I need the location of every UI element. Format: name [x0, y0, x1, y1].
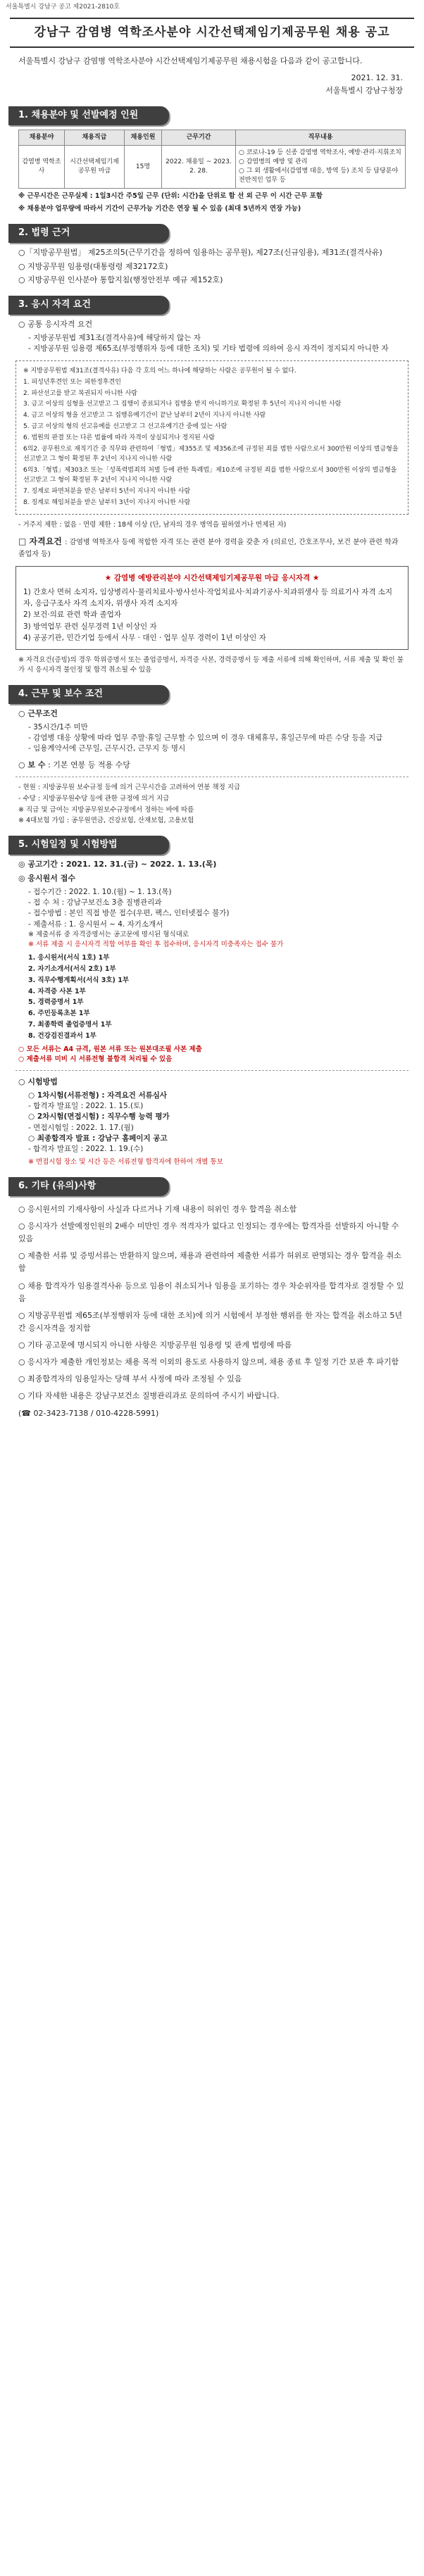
disqual-line: 6의2. 공무원으로 재직기간 중 직무와 관련하여「형법」제355조 및 제356조에 규정된 죄를 범한 사람으로서 300만원 이상의 벌금형을 선고받고 그 형이 확정된 후 2년이 지나지 아니한 사람 [23, 446, 399, 463]
cert-block [18, 536, 406, 560]
sched-item: - 합격자 발표일 : 2022. 1. 15.(토) [28, 1102, 144, 1111]
section-6 [8, 1177, 416, 1196]
cell-rank: 시간선택제임기제 공무원 마급 [65, 146, 125, 189]
recv-item: - 접수기간 : 2022. 1. 10.(월) ~ 1. 13.(목) [28, 887, 172, 896]
section-5 [8, 836, 416, 855]
disqual-line: 1. 피성년후견인 또는 피한정후견인 [23, 378, 121, 386]
doc-item: 3. 직무수행계획서(서식 3호) 1부 [28, 976, 129, 984]
misc-item: ○ 기타 공고문에 명시되지 아니한 사항은 지방공무원 임용령 및 관계 법령에 따름 [18, 1340, 292, 1350]
cell-field: 감염병 역학조사 [19, 146, 65, 189]
section-4-heading: 4. 근무 및 보수 조건 [8, 685, 169, 704]
section-3-heading: 3. 응시 자격 요건 [8, 296, 169, 315]
warn-line: ○ 제출서류 미비 시 서류전형 불합격 처리될 수 있음 [18, 1055, 173, 1064]
misc-item: ○ 기타 자세한 내용은 강남구보건소 질병관리과로 문의하여 주시기 바랍니다. [18, 1391, 280, 1401]
recv-note: ※ 서류 제출 시 응시자격 적합 여부를 확인 후 접수하며, 응시자격 미충족자는 접수 불가 [28, 940, 284, 948]
req-item: ○ 공통 응시자격 요건 [18, 320, 93, 329]
pay-extra-line: - 수당 : 지방공무원수당 등에 관한 규정에 의거 지급 [18, 794, 170, 803]
cell-count: 15명 [125, 146, 162, 189]
section-1-heading: 1. 채용분야 및 선발예정 인원 [8, 106, 169, 125]
disqual-line: 2. 파산선고를 받고 복권되지 아니한 사람 [23, 389, 137, 397]
table-header: 채용인원 [125, 130, 162, 146]
misc-item: ○ 최종합격자의 임용일자는 당해 부서 사정에 따라 조정될 수 있음 [18, 1374, 242, 1384]
pay-text: : 기본 연봉 등 적용 수당 [48, 760, 130, 770]
misc-item: ○ 응시자가 제출한 개인정보는 채용 목적 이외의 용도로 사용하지 않으며, 채용 종료 후 일정 기간 보관 후 파기함 [18, 1357, 399, 1367]
notice-number: 서울특별시 강남구 공고 제2021-2810호 [6, 4, 120, 11]
disqual-line: 7. 징계로 파면처분을 받은 날부터 5년이 지나지 아니한 사람 [23, 487, 191, 495]
misc-item: ○ 제출한 서류 및 증빙서류는 반환하지 않으며, 채용과 관련하여 제출한 서류가 허위로 판명되는 경우 합격을 취소함 [18, 1251, 401, 1274]
qual-foot-note: ※ 자격요건(증빙)의 경우 학위증명서 또는 졸업증명서, 자격증 사본, 경력증명서 등 제출 서류에 의해 확인하며, 서류 제출 및 확인 불가 시 응시자격 불인정 및 합격 취소될 수 있음 [18, 656, 404, 674]
docs-list [28, 953, 406, 1041]
sched-item: ○ 1차시험(서류전형) : 자격요건 서류심사 [28, 1091, 168, 1100]
recv-item: - 접수방법 : 본인 직접 방문 접수(우편, 팩스, 인터넷접수 불가) [28, 909, 230, 918]
disqual-line: 6. 법원의 판결 또는 다른 법률에 따라 자격이 상실되거나 정지된 사람 [23, 434, 215, 442]
disqual-line: 8. 징계로 해임처분을 받은 날부터 3년이 지나지 아니한 사람 [23, 498, 191, 506]
doc-item: 7. 최종학력 졸업증명서 1부 [28, 1020, 112, 1029]
recv-item: - 제출서류 : 1. 응시원서 ~ 4. 자기소개서 [28, 919, 163, 929]
section-6-heading: 6. 기타 (유의)사항 [8, 1177, 169, 1196]
table-header: 근무기간 [162, 130, 236, 146]
section-2 [8, 224, 416, 243]
req-item: - 지방공무원 임용령 제65조(부정행위자 등에 대한 조치) 및 기타 법령에 의하여 응시 자격이 정지되지 아니한 자 [28, 344, 389, 353]
recv-item: - 접 수 처 : 강남구보건소 3층 질병관리과 [28, 898, 162, 907]
section-6-body [18, 1203, 406, 1420]
pay-extra [18, 783, 406, 826]
section-1 [8, 106, 416, 125]
table-header: 채용직급 [65, 130, 125, 146]
notice-period: ◎ 공고기간 : 2021. 12. 31.(금) ~ 2022. 1. 13.(목) [18, 860, 217, 869]
misc-item: ○ 응시원서의 기재사항이 사실과 다르거나 기재 내용이 허위인 경우 합격을 취소함 [18, 1204, 297, 1214]
cond-item: - 35시간/1주 미만 [28, 722, 88, 731]
notice-date: 2021. 12. 31. [351, 73, 403, 83]
section-3 [8, 296, 416, 315]
section-4-body [18, 708, 406, 772]
disqual-line: 4. 금고 이상의 형을 선고받고 그 집행유예기간이 끝난 날부터 2년이 지나지 아니한 사람 [23, 412, 266, 420]
recv-note: ※ 제출서류 중 자격증명서는 공고문에 명시된 형식대로 [28, 930, 189, 938]
cell-period: 2022. 채용일 ~ 2023. 2. 28. [162, 146, 236, 189]
divider [15, 1070, 409, 1071]
section-2-body [18, 247, 406, 287]
req-item: - 지방공무원법 제31조(결격사유)에 해당하지 않는 자 [28, 334, 201, 343]
doc-item: 6. 주민등록초본 1부 [28, 1010, 90, 1018]
qual-item: 1) 간호사 면허 소지자, 임상병리사·물리치료사·방사선사·작업치료사·치과기공사·치과위생사 등 의료기사 자격 소지자, 응급구조사 자격 소지자, 위생사 자격 소지자 [23, 587, 393, 608]
sched-item: - 면접시험일 : 2022. 1. 17.(월) [28, 1123, 134, 1132]
table-row [19, 146, 406, 189]
doc-item: 2. 자기소개서(서식 2호) 1부 [28, 965, 116, 974]
doc-item: 8. 건강검진결과서 1부 [28, 1031, 96, 1040]
schedule-block [18, 1076, 406, 1167]
doc-item: 5. 경력증명서 1부 [28, 998, 84, 1007]
section-2-heading: 2. 법령 근거 [8, 224, 169, 243]
pay-extra-line: ※ 4대보험 가입 : 공무원연금, 건강보험, 산재보험, 고용보험 [18, 817, 194, 825]
disqual-line: 6의3.「형법」제303조 또는「성폭력범죄의 처벌 등에 관한 특례법」제10조에 규정된 죄를 범한 사람으로서 300만원 이상의 벌금형을 선고받고 그 형이 확정된 후 2년이 지나지 아니한 사람 [23, 467, 397, 484]
qualification-box [15, 566, 409, 651]
table-header: 채용분야 [19, 130, 65, 146]
misc-item: ○ 채용 합격자가 임용결격사유 등으로 임용이 취소되거나 임용을 포기하는 경우 차순위자를 합격자로 결정할 수 있음 [18, 1281, 404, 1303]
pay-extra-line: ※ 직급 및 급여는 지방공무원보수규정에서 정하는 바에 따름 [18, 805, 194, 814]
qual-item: 3) 방역업무 관련 실무경력 1년 이상인 자 [23, 622, 157, 631]
cond-label: ○ 근무조건 [18, 708, 58, 718]
doc-item: 1. 응시원서(서식 1호) 1부 [28, 954, 110, 962]
table-header: 직무내용 [236, 130, 406, 146]
signer: 서울특별시 강남구청장 [325, 86, 403, 96]
disqual-line: 3. 금고 이상의 실형을 선고받고 그 집행이 종료되거나 집행을 받지 아니하기로 확정된 후 5년이 지나지 아니한 사람 [23, 401, 342, 408]
pay-extra-line: - 현원 : 지방공무원 보수규정 등에 의거 근무시간을 고려하여 연봉 책정 지급 [18, 784, 241, 792]
section-4 [8, 685, 416, 704]
duty-item: ○ 감염병의 예방 및 관리 [239, 158, 308, 166]
warn-line: ○ 모든 서류는 A4 규격, 원본 서류 또는 원본대조필 사본 제출 [18, 1045, 202, 1054]
cell-duties [236, 146, 406, 189]
section-5-heading: 5. 시험일정 및 시험방법 [8, 836, 169, 855]
sched-note: ※ 면접시험 장소 및 시간 등은 서류전형 합격자에 한하여 개별 통보 [28, 1158, 223, 1167]
doc-item: 4. 자격증 사본 1부 [28, 987, 86, 995]
law-item: ○ 지방공무원 임용령(대통령령 제32172호) [18, 261, 168, 271]
misc-item: ○ 응시자가 선발예정인원의 2배수 미만인 경우 적격자가 없다고 인정되는 경우에는 합격자를 선발하지 아니할 수 있음 [18, 1221, 399, 1244]
qual-item: 4) 공공기관, 민간기업 등에서 사무 · 대인 · 업무 실무 경력이 1년 이상인 자 [23, 633, 266, 642]
disqual-line: ※ 지방공무원법 제31조(결격사유) 다음 각 호의 어느 하나에 해당하는 사람은 공무원이 될 수 없다. [23, 367, 297, 375]
section-3-body [18, 319, 406, 354]
duty-item: ○ 그 외 생활에서(감염병 대응, 방역 등) 조치 등 담당분야 전반적인 업무 등 [239, 168, 399, 184]
qual-item: 2) 보건·의료 관련 학과 졸업자 [23, 610, 122, 620]
contact-info: (☎ 02-3423-7138 / 010-4228-5991) [18, 1408, 159, 1418]
law-item: ○「지방공무원법」 제25조의5(근무기간을 정하여 임용하는 공무원), 제27조(신규임용), 제31조(결격사유) [18, 247, 382, 257]
recruitment-table [18, 130, 406, 189]
misc-item: ○ 지방공무원법 제65조(부정행위자 등에 대한 조치)에 의거 시험에서 부정한 행위를 한 자는 합격을 취소하고 5년간 응시자격을 정지함 [18, 1310, 403, 1333]
s1-note: ※ 채용분야 업무량에 따라서 기간이 근무가능 기간은 연장 될 수 있음 (최대 5년까지 연장 가능) [18, 205, 301, 213]
recv-label: ◎ 응시원서 접수 [18, 873, 76, 883]
cert-label: □ 자격요건 [18, 536, 62, 546]
page-title: 강남구 감염병 역학조사분야 시간선택제임기제공무원 채용 공고 [10, 18, 414, 48]
sched-item: ○ 2차시험(면접시험) : 직무수행 능력 평가 [28, 1112, 170, 1121]
section-5-body [18, 859, 406, 1064]
law-item: ○ 지방공무원 인사분야 통합지침(행정안전부 예규 제152호) [18, 275, 223, 285]
cert-text: : 감염병 역학조사 등에 적합한 자격 또는 관련 분야 경력을 갖춘 자 (의료인, 간호조무사, 보건 분야 관련 학과 졸업자 등) [18, 538, 399, 559]
cond-item: - 임용계약서에 근무일, 근무시간, 근무지 등 명시 [28, 743, 186, 753]
duty-item: ○ 코로나-19 등 신종 감염병 역학조사, 예방·관리·지휘조치 [239, 149, 401, 157]
qualification-header: ★ 감염병 예방관리분야 시간선택제임기제공무원 마급 응시자격 ★ [104, 573, 320, 582]
sched-item: - 합격자 발표일 : 2022. 1. 19.(수) [28, 1144, 144, 1153]
disqual-line: 5. 금고 이상의 형의 선고유예를 선고받고 그 선고유예기간 중에 있는 사람 [23, 423, 227, 431]
disqualification-box [15, 360, 409, 515]
pay-label: ○ 보 수 [18, 760, 46, 770]
sched-item: ○ 최종합격자 발표 : 강남구 홈페이지 공고 [28, 1133, 168, 1143]
s1-note: ※ 근무시간은 근무실제 : 1일3시간 주5일 근무 (단위: 시간)을 단위로 함 선 외 근무 이 시간 근무 포함 [18, 192, 323, 201]
sched-label: ○ 시험방법 [18, 1076, 58, 1086]
cond-item: - 감염병 대응 상황에 따라 업무 주말·휴일 근무할 수 있으며 이 경우 대체휴무, 휴일근무에 따른 수당 등을 지급 [28, 733, 383, 742]
limits-text: - 거주지 제한 : 없음 · 연령 제한 : 18세 이상 (단, 남자의 경우 병역을 필하였거나 면제된 자) [18, 520, 287, 529]
intro-text: 서울특별시 강남구 감염병 역학조사분야 시간선택제임기제공무원 채용시험을 다음과 같이 공고합니다. [18, 56, 363, 65]
